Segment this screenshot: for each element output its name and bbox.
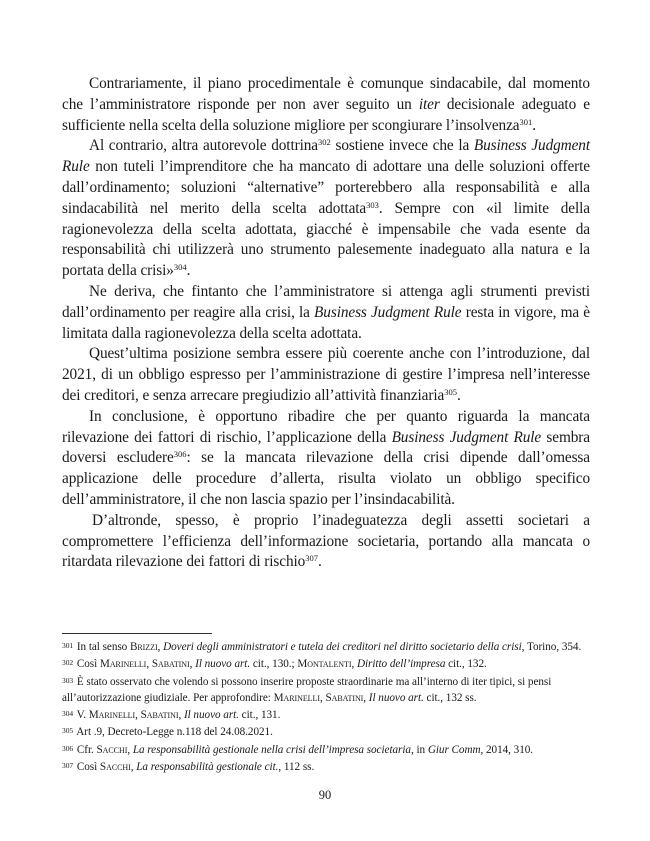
text-run: resta in vigore, ma è limitata dalla ragionevolezza della scelta adottata.: [62, 303, 590, 342]
text-run: .: [186, 262, 191, 280]
text-run: Al contrario, altra autorevole dottrina: [89, 137, 318, 155]
author-name: Marinelli: [273, 691, 320, 704]
text-run: Art .9, Decreto-Legge n.118 del 24.08.2021.: [74, 726, 273, 739]
work-title: La responsabilità gestionale nella crisi dell’impresa societaria: [132, 743, 411, 756]
text-run: .: [317, 553, 322, 571]
text-run: In tal senso: [74, 641, 130, 653]
main-text: [62, 74, 590, 573]
journal-title: Giur Comm: [427, 743, 481, 756]
paragraph-3: [62, 282, 590, 344]
footnote-ref-303[interactable]: 303: [366, 199, 379, 210]
footnote-ref-305[interactable]: 305: [444, 386, 457, 397]
work-title: La responsabilità gestionale cit.: [136, 761, 279, 774]
author-name: Sacchi: [96, 743, 128, 756]
work-title: Diritto dell’impresa: [356, 658, 446, 671]
italic-term: Business Judgment Rule: [314, 303, 462, 321]
text-run: V.: [74, 709, 89, 722]
footnote-304: [62, 706, 592, 723]
paragraph-4: [62, 344, 590, 406]
text-run: È stato osservato che volendo si possono inserire proposte straordinarie ma all’interno di iter tipici, si pensi all’autorizzazione giudiziale. Per approfondire:: [62, 675, 552, 704]
text-run: cit., 131.: [238, 709, 281, 722]
author-name: Sabatini: [140, 709, 179, 722]
text-run: ,: [157, 641, 164, 653]
page-number: 90: [318, 788, 332, 802]
author-name: Brizzi: [129, 641, 158, 653]
work-title: Il nuovo art.: [368, 691, 424, 704]
text-run: ,: [130, 761, 137, 774]
italic-term: Business Judgment Rule: [62, 137, 590, 176]
text-run: non tuteli l’imprenditore che ha mancato di adottare una delle soluzioni offerte dall’ordinamento; soluzioni “alternative” porterebbero alla responsabilità e alla sindacabilità nel merito della scelta adottata: [62, 158, 590, 217]
footnote-number: 303: [62, 675, 74, 685]
text-run: : se la mancata rilevazione della crisi dipende dall’omessa applicazione delle procedure d’allerta, risulta violato un obbligo specifico dell’amministratore, il che non lascia spazio per l’insindacabilità.: [62, 449, 590, 508]
footnote-number: 305: [62, 726, 74, 736]
footnote-ref-304[interactable]: 304: [173, 262, 187, 273]
footnote-ref-307[interactable]: 307: [305, 553, 318, 564]
footnote-number: 301: [62, 641, 74, 650]
footnote-number: 306: [62, 743, 74, 753]
text-run: Così: [74, 761, 100, 774]
text-run: sostiene invece che la: [330, 137, 474, 155]
text-run: , Torino, 354.: [521, 641, 582, 653]
text-run: ,: [351, 658, 357, 671]
author-name: Sabatini: [325, 691, 364, 704]
paragraph-5: [62, 407, 590, 511]
footnote-number: 304: [62, 709, 74, 719]
text-run: ,: [363, 691, 369, 704]
text-run: Contrariamente, il piano procedimentale è comunque sindacabile, dal momento che l’amministratore risponde per non aver seguito un: [62, 75, 590, 113]
text-run: , in: [410, 743, 428, 756]
text-run: ,: [178, 709, 184, 722]
footnote-303: [62, 673, 592, 707]
text-run: ,: [189, 658, 196, 671]
text-run: Ne deriva, che fintanto che l’amministratore si attenga agli strumenti previsti dall’ordinamento per reagire alla crisi, la: [62, 282, 590, 321]
footnote-301: [62, 638, 592, 655]
text-run: , 112 ss.: [278, 761, 315, 774]
text-run: ,: [319, 691, 326, 704]
footnote-302: [62, 655, 592, 672]
text-run: decisionale adeguato e sufficiente nella scelta della soluzione migliore per scongiurare l’insolvenza: [62, 95, 590, 134]
work-title: Doveri degli amministratori e tutela dei creditori nel diritto societario della crisi: [163, 641, 522, 653]
text-run: ,: [127, 743, 133, 756]
footnote-number: 302: [62, 658, 74, 668]
footnote-ref-302[interactable]: 302: [318, 137, 331, 148]
text-run: In conclusione, è opportuno ribadire che per quanto riguarda la mancata rilevazione dei fattori di rischio, l’applicazione della: [62, 407, 590, 446]
text-run: , 2014, 310.: [480, 743, 534, 756]
text-run: .: [532, 116, 536, 134]
work-title: Il nuovo art.: [195, 658, 251, 671]
footnote-306: [62, 741, 592, 758]
author-name: Sacchi: [99, 761, 131, 774]
text-run: cit., 132.: [445, 658, 487, 671]
footnote-ref-301[interactable]: 301: [519, 116, 533, 127]
text-run: Cfr.: [74, 743, 97, 756]
paragraph-6: [62, 511, 590, 573]
text-run: Quest’ultima posizione sembra essere più coerente anche con l’introduzione, dal 2021, di un obbligo espresso per l’amministrazione di gestire l’impresa nell’interesse dei creditori, e senza arrecare pregiudizio all’attività finanziaria: [62, 345, 590, 404]
text-run: cit., 130.;: [250, 658, 298, 671]
author-name: Marinelli: [99, 658, 147, 671]
footnote-305: [62, 723, 592, 740]
work-title: Il nuovo art.: [183, 709, 239, 722]
paragraph-2: [62, 136, 590, 282]
text-run: . Sempre con «il limite della ragionevolezza della scelta adottata, giacché è impensabile che vada esente da responsabilità chi utilizzerà uno strumento palesemente inadeguato alla natura e la portata della crisi»: [62, 199, 590, 280]
footnote-separator: [62, 633, 212, 634]
text-run: ,: [146, 658, 152, 671]
text-run: cit., 132 ss.: [423, 691, 477, 704]
text-run: D’altronde, spesso, è proprio l’inadeguatezza degli assetti societari a compromettere l’efficienza dell’informazione societaria, portando alla mancata o ritardata rilevazione dei fattori di rischio: [62, 511, 590, 571]
footnote-number: 307: [62, 761, 74, 771]
footnotes: [62, 638, 592, 775]
text-run: .: [456, 386, 461, 404]
author-name: Marinelli: [88, 709, 136, 722]
footnote-307: [62, 758, 592, 775]
footnote-ref-306[interactable]: 306: [173, 449, 187, 460]
author-name: Sabatini: [151, 658, 190, 671]
text-run: Così: [74, 658, 100, 671]
text-run: sembra doversi escludere: [62, 428, 590, 467]
italic-term: Business Judgment Rule: [391, 428, 542, 446]
paragraph-1: [62, 74, 590, 136]
text-run: ,: [135, 709, 141, 722]
author-name: Montalenti: [297, 658, 352, 671]
italic-term: iter: [418, 95, 440, 113]
